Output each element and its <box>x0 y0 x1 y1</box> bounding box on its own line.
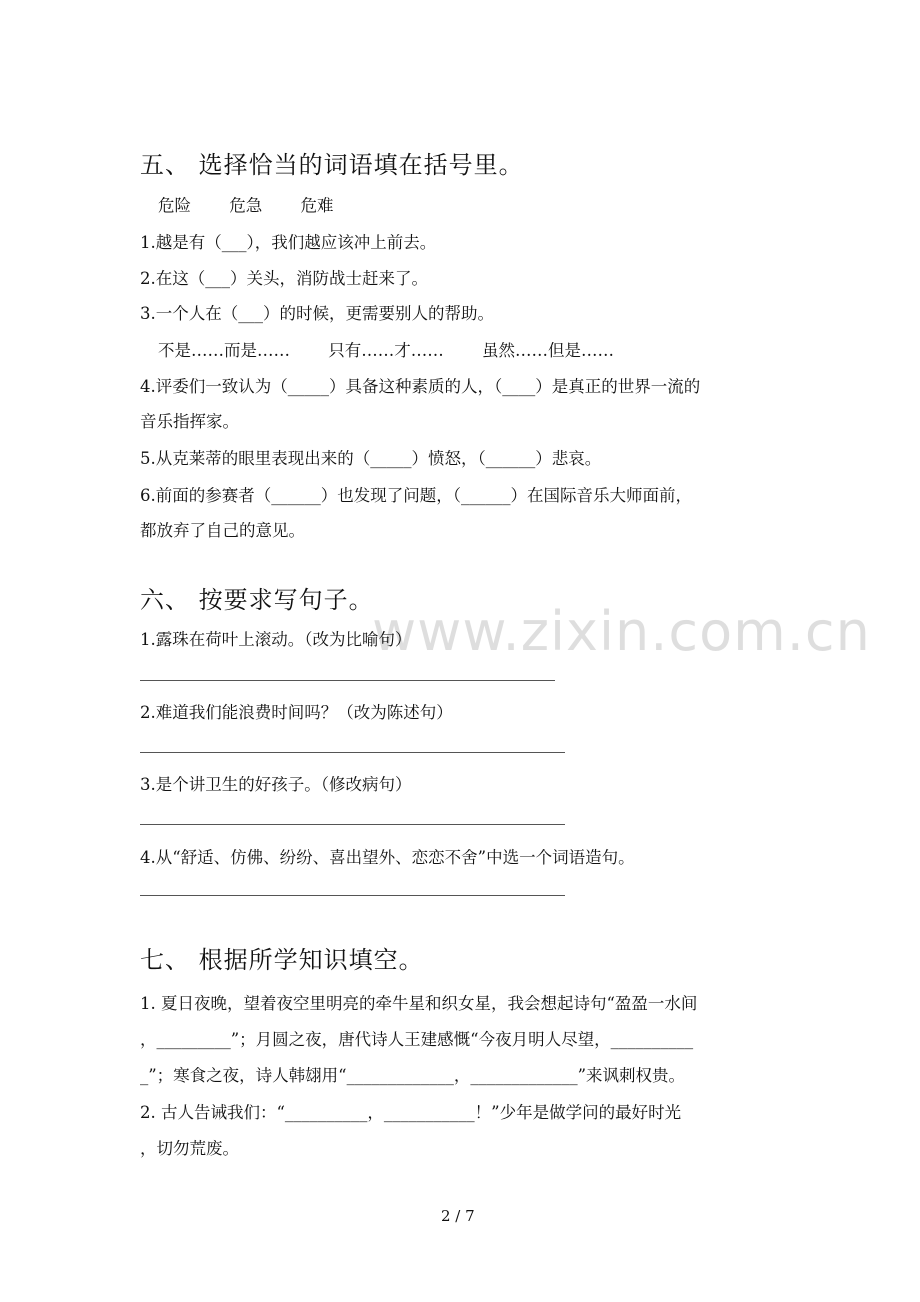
section5-question-5: 5.从克莱蒂的眼里表现出来的（_____）愤怒，（______）悲哀。 <box>140 449 602 468</box>
section7-question-2-line2: ，切勿荒废。 <box>140 1139 239 1158</box>
answer-line-2[interactable] <box>140 752 565 753</box>
section5-question-6-line1: 6.前面的参赛者（______）也发现了问题，（______）在国际音乐大师面前， <box>140 486 692 505</box>
section5-heading: 五、 选择恰当的词语填在括号里。 <box>140 151 524 179</box>
section5-question-3: 3.一个人在（___）的时候，更需要别人的帮助。 <box>140 304 494 323</box>
section6-question-4: 4.从“舒适、仿佛、纷纷、喜出望外、恋恋不舍”中选一个词语造句。 <box>140 848 635 867</box>
section7-question-1-line2: ，_________”；月圆之夜，唐代诗人王建感慨“今夜月明人尽望，__________ <box>140 1030 694 1049</box>
answer-line-1[interactable] <box>140 680 555 681</box>
section6-question-3: 3.是个讲卫生的好孩子。（修改病句） <box>140 775 412 794</box>
section6-question-2: 2.难道我们能浪费时间吗？（改为陈述句） <box>140 703 453 722</box>
section6-question-1: 1.露珠在荷叶上滚动。（改为比喻句） <box>140 630 412 649</box>
section5-question-1: 1.越是有（___），我们越应该冲上前去。 <box>140 233 437 252</box>
answer-line-4[interactable] <box>140 895 565 896</box>
section7-heading: 七、 根据所学知识填空。 <box>140 946 424 974</box>
section6-heading: 六、 按要求写句子。 <box>140 586 374 614</box>
section5-word-bank-b: 不是……而是…… 只有……才…… 虽然……但是…… <box>158 341 614 360</box>
section5-question-4-line1: 4.评委们一致认为（_____）具备这种素质的人，（____）是真正的世界一流的 <box>140 377 701 396</box>
section5-question-6-line2: 都放弃了自己的意见。 <box>140 521 305 540</box>
section5-question-2: 2.在这（___）关头，消防战士赶来了。 <box>140 269 428 288</box>
section5-word-bank-a: 危险 危急 危难 <box>158 196 334 215</box>
answer-line-3[interactable] <box>140 824 565 825</box>
section7-question-2-line1: 2. 古人告诫我们：“__________，___________！”少年是做学问的最好时光 <box>140 1103 682 1122</box>
page-number: 2 / 7 <box>441 1207 475 1225</box>
section5-question-4-line2: 音乐指挥家。 <box>140 412 239 431</box>
section7-question-1-line1: 1. 夏日夜晚，望着夜空里明亮的牵牛星和织女星，我会想起诗句“盈盈一水间 <box>140 994 698 1013</box>
section7-question-1-line3: _”；寒食之夜，诗人韩翃用“_____________，_____________”来讽刺权贵。 <box>140 1066 686 1085</box>
watermark: www.zixin.com.cn <box>372 600 871 663</box>
